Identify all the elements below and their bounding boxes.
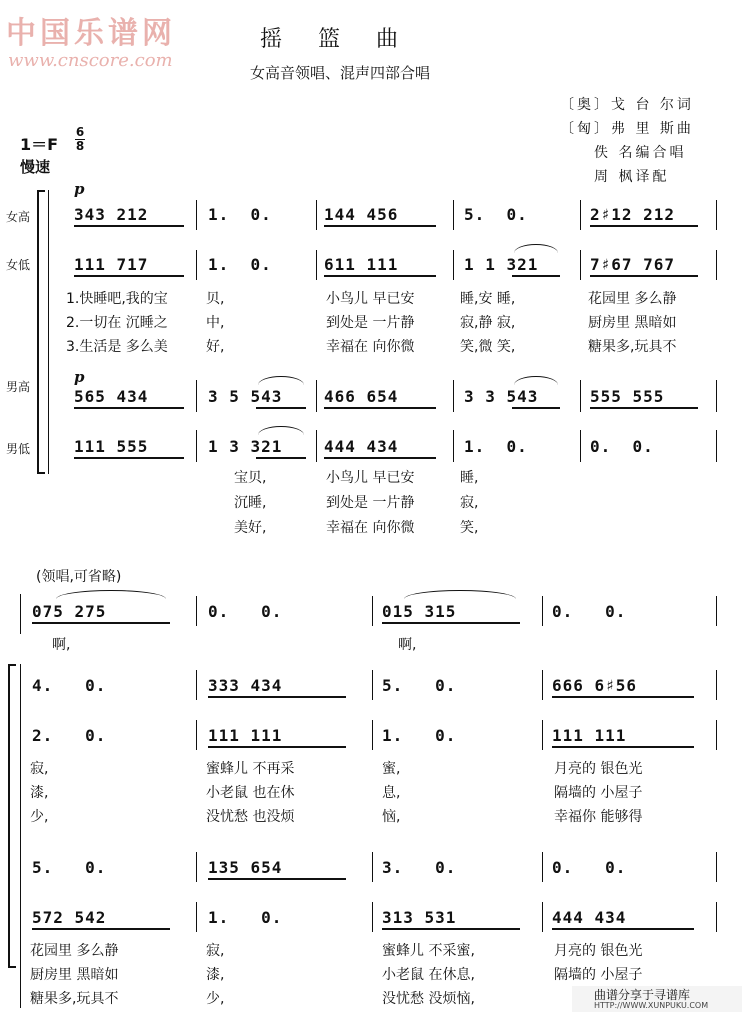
slur (514, 244, 558, 253)
barline (196, 380, 197, 412)
beam (324, 225, 436, 227)
beam (256, 407, 306, 409)
solo-measure-4: 0. 0. (552, 602, 627, 621)
barline (196, 720, 197, 750)
footer-watermark (572, 986, 742, 1012)
lyric2-v2-m3: 息, (382, 785, 401, 801)
barline (453, 430, 454, 462)
barline (716, 430, 717, 462)
time-bottom: 8 (75, 139, 85, 153)
barline (372, 902, 373, 932)
solo-note: (领唱,可省略) (36, 569, 122, 585)
lyric2-v2-m1: 漆, (30, 785, 49, 801)
alto-measure-3: 611 111 (324, 255, 399, 274)
tenor-measure-4: 3 3 543 (464, 387, 539, 406)
bass-lyric-v2-b: 到处是 一片静 (326, 495, 415, 511)
barline (372, 670, 373, 700)
t2-measure-1: 5. 0. (32, 858, 107, 877)
beam (552, 696, 694, 698)
a2-measure-1: 2. 0. (32, 726, 107, 745)
beam (512, 407, 560, 409)
barline (542, 670, 543, 700)
lyric2-v3-m4: 幸福你 能够得 (554, 809, 643, 825)
part-label-soprano: 女高 (6, 210, 31, 224)
bass-lyric-v3-b: 幸福在 向你微 (326, 520, 415, 536)
beam (74, 275, 184, 277)
lyric2-v2-m4: 隔墙的 小屋子 (554, 785, 643, 801)
solo-measure-3: 015 315 (382, 602, 457, 621)
barline (542, 852, 543, 882)
beam (32, 928, 170, 930)
barline (372, 720, 373, 750)
beam (324, 407, 436, 409)
barline (716, 596, 717, 626)
time-top: 6 (75, 125, 85, 139)
a2-measure-2: 111 111 (208, 726, 283, 745)
s2-measure-4: 666 6♯56 (552, 676, 638, 695)
credit-composer: 〔匈〕弗 里 斯曲 (560, 121, 694, 137)
b2-measure-4: 444 434 (552, 908, 627, 927)
lyric-v2-m1: 2.一切在 沉睡之 (66, 315, 168, 331)
barline (316, 380, 317, 412)
s2-measure-2: 333 434 (208, 676, 283, 695)
lyric-v1-m4: 睡,安 睡, (460, 291, 516, 307)
beam (590, 275, 698, 277)
alto-measure-2: 1. 0. (208, 255, 272, 274)
key-signature: 1＝F (20, 135, 59, 154)
bass-lyric-v3-a: 美好, (234, 520, 267, 536)
soprano-measure-3: 144 456 (324, 205, 399, 224)
bass-measure-3: 444 434 (324, 437, 399, 456)
lyric-v1-m3: 小鸟儿 早已安 (326, 291, 415, 307)
lyric-v2-m5: 厨房里 黑暗如 (588, 315, 677, 331)
beam (590, 407, 698, 409)
lyric-v3-m2: 好, (206, 339, 225, 355)
watermark-url: www.cnscore.com (8, 50, 173, 71)
barline (580, 200, 581, 230)
beam (74, 225, 184, 227)
barline (716, 670, 717, 700)
beam (32, 622, 170, 624)
barline (196, 596, 197, 626)
beam (324, 457, 436, 459)
blyric2-v1-m4: 月亮的 银色光 (554, 943, 643, 959)
lyric-v3-m1: 3.生活是 多么美 (66, 339, 168, 355)
beam (552, 746, 694, 748)
beam (552, 928, 694, 930)
barline (542, 596, 543, 626)
blyric2-v2-m4: 隔墙的 小屋子 (554, 967, 643, 983)
system1-line (48, 190, 49, 474)
blyric2-v3-m1: 糖果多,玩具不 (30, 991, 119, 1007)
barline (580, 380, 581, 412)
beam (208, 878, 346, 880)
barline (196, 430, 197, 462)
lyric-v3-m4: 笑,微 笑, (460, 339, 516, 355)
watermark-logo: 中国乐谱网 (6, 16, 176, 51)
barline (316, 430, 317, 462)
tenor-measure-2: 3 5 543 (208, 387, 283, 406)
part-label-tenor: 男高 (6, 380, 31, 394)
barline (196, 200, 197, 230)
t2-measure-4: 0. 0. (552, 858, 627, 877)
bass-lyric-v1-b: 小鸟儿 早已安 (326, 470, 415, 486)
a2-measure-4: 111 111 (552, 726, 627, 745)
bass-lyric-v2-c: 寂, (460, 495, 479, 511)
page-subtitle: 女高音领唱、混声四部合唱 (250, 64, 431, 82)
barline (716, 250, 717, 280)
barline (372, 596, 373, 626)
footer-line1: 曲谱分享于寻谱库 (594, 988, 691, 1002)
barline (716, 852, 717, 882)
tenor-measure-5: 555 555 (590, 387, 665, 406)
blyric2-v1-m1: 花园里 多么静 (30, 943, 119, 959)
t2-measure-3: 3. 0. (382, 858, 457, 877)
credit-lyricist: 〔奥〕戈 台 尔词 (560, 97, 694, 113)
barline (196, 670, 197, 700)
beam (324, 275, 436, 277)
soprano-measure-4: 5. 0. (464, 205, 528, 224)
credit-arranger: 佚 名编合唱 (594, 145, 687, 161)
beam (74, 407, 184, 409)
solo-measure-2: 0. 0. (208, 602, 283, 621)
lyric-v1-m5: 花园里 多么静 (588, 291, 677, 307)
slur (404, 590, 516, 599)
lyric-v1-m1: 1.快睡吧,我的宝 (66, 291, 168, 307)
lyric2-v3-m2: 没忧愁 也没烦 (206, 809, 295, 825)
lyric-v3-m5: 糖果多,玩具不 (588, 339, 677, 355)
beam (256, 457, 306, 459)
solo-line (20, 594, 21, 634)
dynamic-male: p (74, 368, 85, 386)
bass-lyric-v1-a: 宝贝, (234, 470, 267, 486)
lyric-v1-m2: 贝, (206, 291, 225, 307)
slur (56, 590, 166, 599)
lyric2-v3-m3: 恼, (382, 809, 401, 825)
alto-measure-4: 1 1 321 (464, 255, 539, 274)
s2-measure-1: 4. 0. (32, 676, 107, 695)
soprano-measure-2: 1. 0. (208, 205, 272, 224)
soprano-measure-1: 343 212 (74, 205, 149, 224)
lyric-v2-m2: 中, (206, 315, 225, 331)
barline (196, 902, 197, 932)
lyric-v2-m3: 到处是 一片静 (326, 315, 415, 331)
blyric2-v1-m2: 寂, (206, 943, 225, 959)
alto-measure-1: 111 717 (74, 255, 149, 274)
barline (372, 852, 373, 882)
barline (316, 250, 317, 280)
barline (453, 200, 454, 230)
barline (716, 380, 717, 412)
bass-measure-4: 1. 0. (464, 437, 528, 456)
barline (542, 902, 543, 932)
lyric2-v1-m1: 寂, (30, 761, 49, 777)
beam (208, 746, 346, 748)
barline (453, 380, 454, 412)
beam (590, 225, 698, 227)
lyric-v2-m4: 寂,静 寂, (460, 315, 516, 331)
bass-measure-1: 111 555 (74, 437, 149, 456)
beam (382, 928, 520, 930)
barline (580, 250, 581, 280)
beam (74, 457, 184, 459)
system2-bracket (8, 664, 16, 968)
system2-line (20, 664, 21, 1008)
beam (208, 696, 346, 698)
time-signature (75, 126, 85, 153)
barline (716, 902, 717, 932)
system1-bracket (37, 190, 45, 474)
lyric2-v1-m4: 月亮的 银色光 (554, 761, 643, 777)
bass-measure-2: 1 3 321 (208, 437, 283, 456)
footer-line2: HTTP://WWW.XUNPUKU.COM (594, 1001, 709, 1010)
barline (453, 250, 454, 280)
tempo-marking: 慢速 (20, 158, 51, 176)
lyric2-v1-m2: 蜜蜂儿 不再采 (206, 761, 295, 777)
solo-lyric-1: 啊, (52, 637, 71, 653)
soprano-measure-5: 2♯12 212 (590, 205, 676, 224)
blyric2-v2-m1: 厨房里 黑暗如 (30, 967, 119, 983)
a2-measure-3: 1. 0. (382, 726, 457, 745)
blyric2-v3-m3: 没忧愁 没烦恼, (382, 991, 475, 1007)
b2-measure-1: 572 542 (32, 908, 107, 927)
slur (258, 426, 304, 435)
beam (382, 622, 520, 624)
dynamic-female: p (74, 180, 85, 198)
solo-measure-1: 075 275 (32, 602, 107, 621)
blyric2-v2-m2: 漆, (206, 967, 225, 983)
credit-translator: 周 枫译配 (594, 169, 670, 185)
bass-measure-5: 0. 0. (590, 437, 654, 456)
b2-measure-3: 313 531 (382, 908, 457, 927)
barline (316, 200, 317, 230)
barline (542, 720, 543, 750)
barline (196, 852, 197, 882)
slur (258, 376, 304, 385)
alto-measure-5: 7♯67 767 (590, 255, 676, 274)
part-label-bass: 男低 (6, 442, 31, 456)
blyric2-v1-m3: 蜜蜂儿 不采蜜, (382, 943, 475, 959)
barline (196, 250, 197, 280)
lyric2-v1-m3: 蜜, (382, 761, 401, 777)
blyric2-v3-m2: 少, (206, 991, 225, 1007)
blyric2-v2-m3: 小老鼠 在休息, (382, 967, 475, 983)
slur (514, 376, 558, 385)
tenor-measure-3: 466 654 (324, 387, 399, 406)
barline (716, 720, 717, 750)
beam (512, 275, 560, 277)
solo-lyric-2: 啊, (398, 637, 417, 653)
bass-lyric-v1-c: 睡, (460, 470, 479, 486)
lyric2-v3-m1: 少, (30, 809, 49, 825)
tenor-measure-1: 565 434 (74, 387, 149, 406)
barline (716, 200, 717, 230)
s2-measure-3: 5. 0. (382, 676, 457, 695)
bass-lyric-v2-a: 沉睡, (234, 495, 267, 511)
b2-measure-2: 1. 0. (208, 908, 283, 927)
t2-measure-2: 135 654 (208, 858, 283, 877)
page-title: 摇篮曲 (260, 27, 435, 52)
lyric-v3-m3: 幸福在 向你微 (326, 339, 415, 355)
bass-lyric-v3-c: 笑, (460, 520, 479, 536)
lyric2-v2-m2: 小老鼠 也在休 (206, 785, 295, 801)
part-label-alto: 女低 (6, 258, 31, 272)
barline (580, 430, 581, 462)
